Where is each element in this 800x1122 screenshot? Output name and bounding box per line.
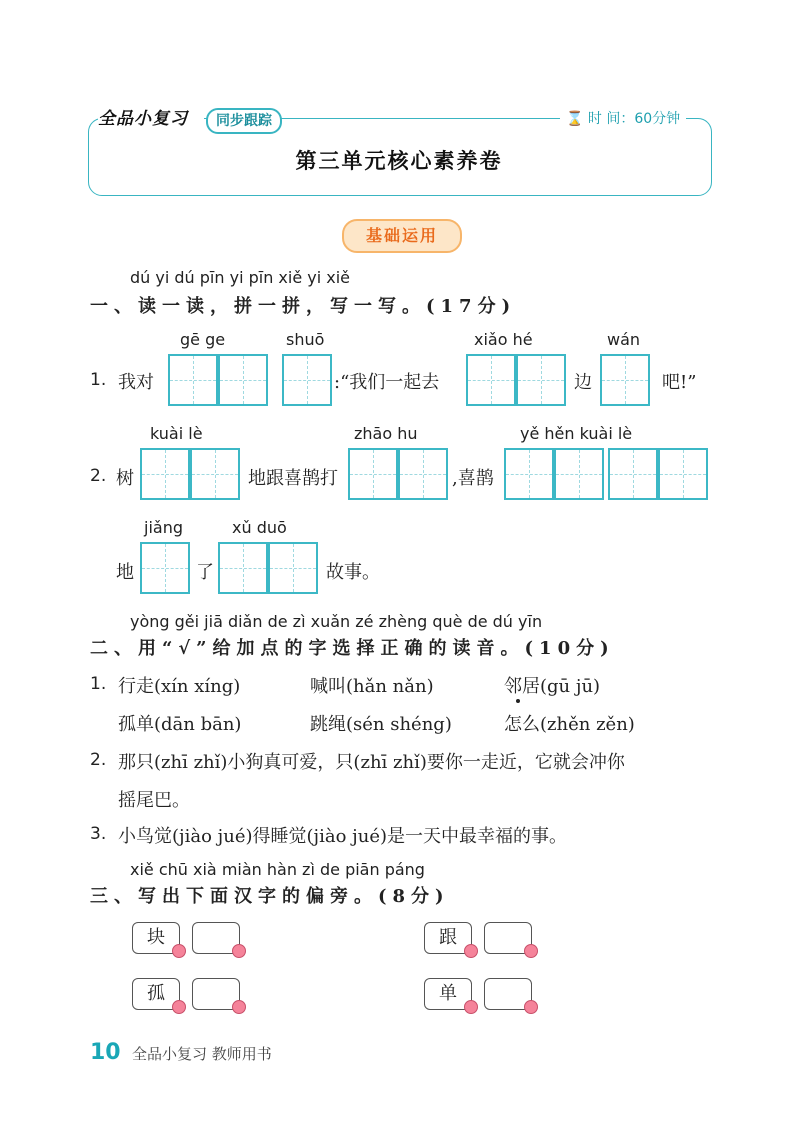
sync-tag: 同步跟踪 (206, 108, 282, 134)
q1-text-1: 我对 (118, 372, 154, 393)
s2-q3-line: 小鸟觉(jiào jué)得睡觉(jiào jué)是一天中最幸福的事。 (118, 826, 567, 847)
q1-number: 1. (90, 370, 107, 390)
writing-box[interactable] (268, 542, 318, 594)
radical-char-box: 孤 (132, 978, 180, 1010)
section1-pinyin: dú yi dú pīn yi pīn xiě yi xiě (130, 268, 351, 287)
word-choice: 孤单(dān bān) (118, 714, 242, 735)
apple-icon (172, 944, 186, 958)
writing-box[interactable] (218, 354, 268, 406)
brand-logo: 全品小复习 (98, 106, 204, 132)
radical-char-box: 块 (132, 922, 180, 954)
q2-text-6: 故事。 (326, 562, 380, 583)
writing-box[interactable] (608, 448, 658, 500)
section1-title: 一、读一读，拼一拼，写一写。(17分) (90, 296, 517, 317)
q2-pinyin-3: yě hěn kuài lè (520, 424, 633, 443)
q1-text-4: 吧!” (662, 372, 697, 393)
writing-box[interactable] (466, 354, 516, 406)
q1-pinyin-3: xiǎo hé (474, 330, 533, 349)
s2-q2-number: 2. (90, 750, 107, 770)
word-choice: 喊叫(hǎn nǎn) (310, 676, 434, 697)
section3-pinyin: xiě chū xià miàn hàn zì de piān páng (130, 860, 425, 879)
footer-book: 全品小复习 教师用书 (132, 1045, 272, 1063)
apple-icon (524, 944, 538, 958)
writing-box[interactable] (658, 448, 708, 500)
apple-icon (464, 1000, 478, 1014)
q2-pinyin-2: zhāo hu (354, 424, 418, 443)
radical-char-box: 单 (424, 978, 472, 1010)
s2-q2-line1: 那只(zhī zhǐ)小狗真可爱，只(zhī zhǐ)要你一走近，它就会冲你 (118, 752, 625, 773)
section2-pinyin: yòng gěi jiā diǎn de zì xuǎn zé zhèng què de dú yīn (130, 612, 543, 631)
section-badge: 基础运用 (342, 219, 462, 253)
q1-text-3: 边 (574, 372, 592, 393)
timer-label: ⌛ 时 间：60分钟 (560, 108, 686, 130)
timer-text: 时 间：60分钟 (587, 111, 681, 127)
radical-char-box: 跟 (424, 922, 472, 954)
q1-pinyin-4: wán (607, 330, 641, 349)
page-title: 第三单元核心素养卷 (295, 148, 503, 173)
apple-icon (172, 1000, 186, 1014)
apple-icon (524, 1000, 538, 1014)
writing-box[interactable] (504, 448, 554, 500)
writing-box[interactable] (190, 448, 240, 500)
writing-box[interactable] (218, 542, 268, 594)
section3-title: 三、写出下面汉字的偏旁。(8分) (90, 886, 450, 907)
writing-box[interactable] (348, 448, 398, 500)
word-choice: 怎么(zhěn zěn) (504, 714, 635, 735)
writing-box[interactable] (282, 354, 332, 406)
q2-pinyin-5: xǔ duō (232, 518, 287, 537)
q2-text-2: 地跟喜鹊打 (248, 468, 338, 489)
s2-q2-line2: 摇尾巴。 (118, 790, 190, 811)
apple-icon (232, 944, 246, 958)
apple-icon (464, 944, 478, 958)
writing-box[interactable] (600, 354, 650, 406)
q2-number: 2. (90, 466, 107, 486)
writing-box[interactable] (516, 354, 566, 406)
q1-text-2: :“我们一起去 (334, 372, 440, 393)
writing-box[interactable] (140, 542, 190, 594)
writing-box[interactable] (140, 448, 190, 500)
q2-pinyin-1: kuài lè (150, 424, 203, 443)
page-number: 10 (90, 1040, 121, 1065)
q1-pinyin-2: shuō (286, 330, 325, 349)
writing-box[interactable] (398, 448, 448, 500)
q2-text-1: 树 (116, 468, 134, 489)
writing-box[interactable] (168, 354, 218, 406)
q2-text-3: ,喜鹊 (452, 468, 494, 489)
s2-q1-number: 1. (90, 674, 107, 694)
word-choice: 行走(xín xíng) (118, 672, 800, 698)
section2-title: 二、用“√”给加点的字选择正确的读音。(10分) (90, 638, 615, 659)
s2-q3-number: 3. (90, 824, 107, 844)
writing-box[interactable] (554, 448, 604, 500)
q2-text-5: 了 (196, 562, 214, 583)
q2-pinyin-4: jiǎng (144, 518, 183, 537)
word-choice: 跳绳(sén shéng) (310, 714, 452, 735)
q2-text-4: 地 (116, 562, 134, 583)
word-choice: 邻居(gū jū) (504, 676, 601, 697)
q1-pinyin-1: gē ge (180, 330, 226, 349)
apple-icon (232, 1000, 246, 1014)
